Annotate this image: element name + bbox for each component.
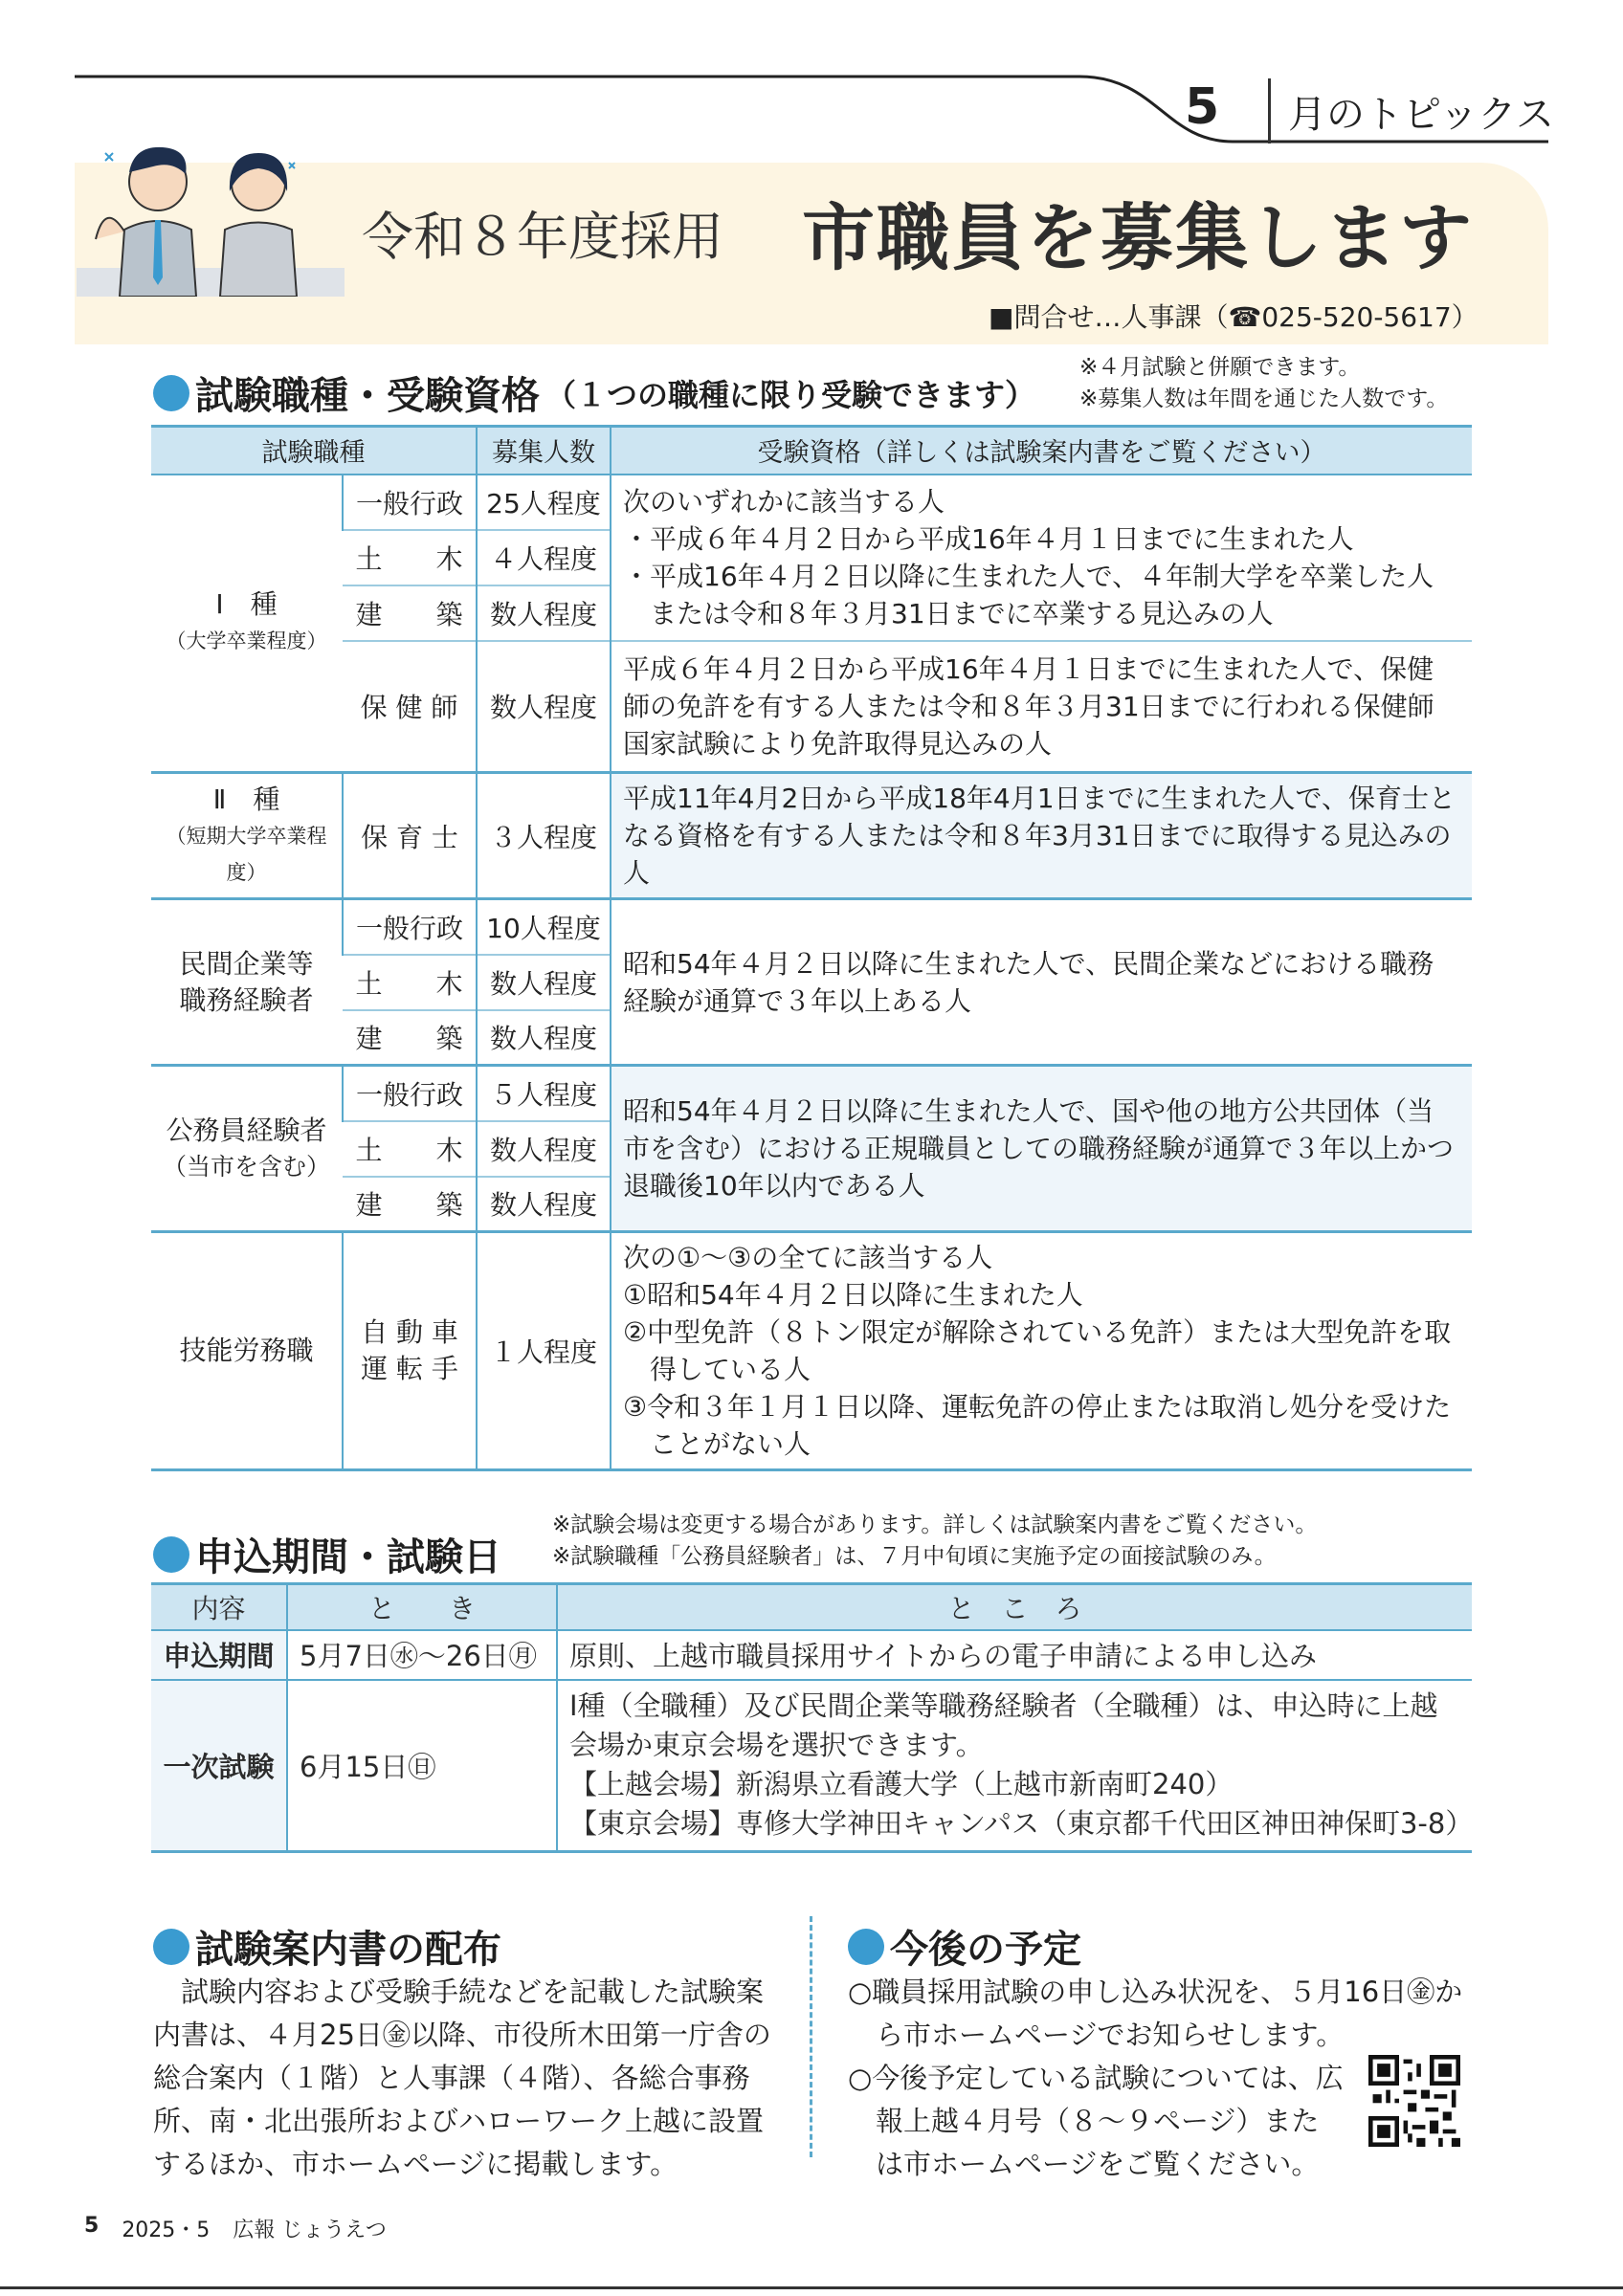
job-cell: 保 育 士 (343, 773, 477, 899)
count-cell: 数人程度 (477, 1121, 611, 1177)
header-section-label: 月のトピックス (1288, 93, 1554, 137)
job-cell: 一般行政 (343, 899, 477, 955)
contact-info: ■問合せ…人事課（☎025-520-5617） (989, 301, 1478, 333)
count-cell: ４人程度 (477, 530, 611, 585)
count-cell: 数人程度 (477, 955, 611, 1010)
count-cell: ３人程度 (477, 773, 611, 899)
table-row (151, 1630, 1472, 1680)
column-header: 内容 (151, 1584, 287, 1630)
bullet-dot-icon (153, 1929, 189, 1965)
where-cell: Ⅰ種（全職種）及び民間企業等職務経験者（全職種）は、申込時に上越会場か東京会場を選択できます。 【上越会場】新潟県立看護大学（上越市新南町240） 【東京会場】専修大学神田キャンパス（東京都千代田区神田神保町3-8） (557, 1680, 1472, 1852)
bullet-dot-icon (848, 1929, 884, 1965)
qr-code-icon[interactable] (1368, 2055, 1460, 2147)
table-row (151, 1232, 1472, 1470)
qualification-cell: 平成11年4月2日から平成18年4月1日までに生まれた人で、保育士となる資格を有する人または令和８年3月31日までに取得する見込みの人 (611, 773, 1472, 899)
column-header: 募集人数 (477, 427, 611, 475)
qualification-cell: 次の①～③の全てに該当する人 ①昭和54年４月２日以降に生まれた人 ②中型免許（８トン限定が解除されている免許）または大型免許を取得している人 ③令和３年１月１日以降、運転免許の停止または取消し処分を受けたことがない人 (611, 1232, 1472, 1470)
eligibility-table (151, 425, 1472, 1471)
job-cell: 建 築 (343, 1177, 477, 1232)
section-heading-upcoming: 今後の予定 (848, 1919, 1081, 1974)
upcoming-item-2: ○今後予定している試験については、広報上越４月号（８～９ページ）または市ホームページをご覧ください。 (848, 2062, 1344, 2180)
table-row (151, 899, 1472, 955)
count-cell: 数人程度 (477, 1177, 611, 1232)
table-row (151, 773, 1472, 899)
when-cell: 6月15日㊐ (287, 1680, 557, 1852)
when-cell: 5月7日㊌～26日㊊ (287, 1630, 557, 1680)
job-cell: 一般行政 (343, 1066, 477, 1121)
section-heading-eligibility: 試験職種・受験資格 （１つの職種に限り受験できます） (153, 365, 1035, 420)
bullet-dot-icon (153, 1536, 189, 1573)
header-page-number: 5 (1185, 78, 1220, 136)
row-label: 申込期間 (151, 1630, 287, 1680)
section-heading-guide: 試験案内書の配布 (153, 1919, 501, 1974)
job-cell: 建 築 (343, 585, 477, 641)
group-cell: 民間企業等 職務経験者 (151, 899, 343, 1066)
table-row (151, 475, 1472, 530)
section1-notes: ※４月試験と併願できます。 ※募集人数は年間を通じた人数です。 (1079, 355, 1449, 411)
group-cell: Ⅱ 種 （短期大学卒業程度） (151, 773, 343, 899)
schedule-table (151, 1582, 1472, 1853)
row-label: 一次試験 (151, 1680, 287, 1852)
job-cell: 一般行政 (343, 475, 477, 530)
group-cell: 公務員経験者 （当市を含む） (151, 1066, 343, 1232)
title-subheading: 令和８年度採用 (362, 207, 723, 267)
count-cell: ５人程度 (477, 1066, 611, 1121)
header-separator (1268, 78, 1271, 144)
table-row (151, 1066, 1472, 1121)
column-header: 試験職種 (151, 427, 477, 475)
where-cell: 原則、上越市職員採用サイトからの電子申請による申し込み (557, 1630, 1472, 1680)
count-cell: 数人程度 (477, 641, 611, 773)
group-cell: Ⅰ 種 （大学卒業程度） (151, 475, 343, 773)
footer-rule (0, 2286, 1623, 2289)
qualification-cell: 次のいずれかに該当する人 ・平成６年４月２日から平成16年４月１日までに生まれた人 ・平成16年４月２日以降に生まれた人で、４年制大学を卒業した人 または令和８年３月31日までに卒業する見込みの人 (611, 475, 1472, 641)
column-divider (810, 1916, 812, 2157)
upcoming-item-1: ○職員採用試験の申し込み状況を、５月16日㊎から市ホームページでお知らせします。 (848, 1976, 1463, 2051)
column-header: と こ ろ (557, 1584, 1472, 1630)
qualification-cell: 平成６年４月２日から平成16年４月１日までに生まれた人で、保健師の免許を有する人または令和８年３月31日までに行われる保健師国家試験により免許取得見込みの人 (611, 641, 1472, 773)
job-cell: 土 木 (343, 530, 477, 585)
job-cell: 土 木 (343, 955, 477, 1010)
table-row (151, 1680, 1472, 1852)
column-header: 受験資格（詳しくは試験案内書をご覧ください） (611, 427, 1472, 475)
guide-paragraph: 試験内容および受験手続などを記載した試験案内書は、４月25日㊎以降、市役所木田第一庁舎の総合案内（１階）と人事課（４階）、各総合事務所、南・北出張所およびハローワーク上越に設置するほか、市ホームページに掲載します。 (153, 1976, 771, 2180)
staff-illustration (67, 124, 354, 297)
count-cell: 数人程度 (477, 585, 611, 641)
section2-notes: ※試験会場は変更する場合があります。詳しくは試験案内書をご覧ください。 ※試験職種「公務員経験者」は、７月中旬頃に実施予定の面接試験のみ。 (552, 1512, 1318, 1569)
qualification-cell: 昭和54年４月２日以降に生まれた人で、民間企業などにおける職務経験が通算で３年以上ある人 (611, 899, 1472, 1066)
table-row (151, 641, 1472, 773)
count-cell: 10人程度 (477, 899, 611, 955)
group-cell: 技能労務職 (151, 1232, 343, 1470)
bullet-dot-icon (153, 375, 189, 411)
job-cell: 土 木 (343, 1121, 477, 1177)
job-cell: 自 動 車 運 転 手 (343, 1232, 477, 1470)
column-header: と き (287, 1584, 557, 1630)
job-cell: 保 健 師 (343, 641, 477, 773)
qualification-cell: 昭和54年４月２日以降に生まれた人で、国や他の地方公共団体（当市を含む）における正規職員としての職務経験が通算で３年以上かつ退職後10年以内である人 (611, 1066, 1472, 1232)
section-heading-schedule: 申込期間・試験日 (153, 1527, 501, 1581)
count-cell: 25人程度 (477, 475, 611, 530)
job-cell: 建 築 (343, 1010, 477, 1066)
page-title: 市職員を募集します (802, 195, 1474, 280)
footer: 5 2025・5 広報 じょうえつ (84, 2214, 387, 2242)
count-cell: １人程度 (477, 1232, 611, 1470)
count-cell: 数人程度 (477, 1010, 611, 1066)
